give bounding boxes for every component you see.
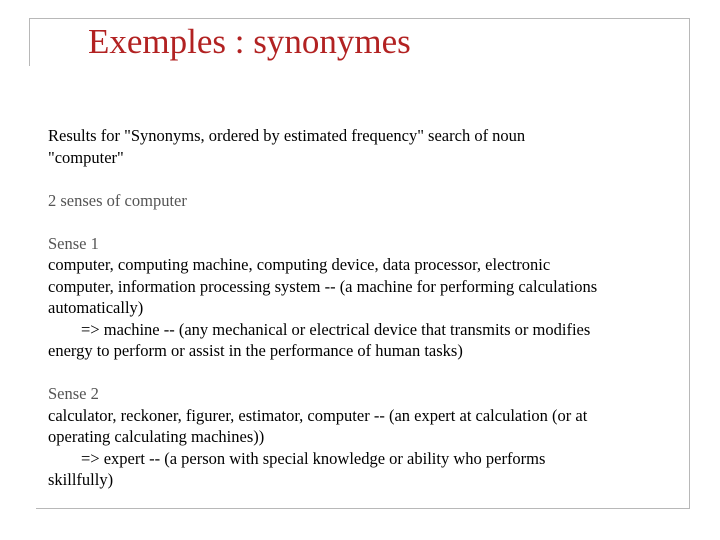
slide-title: Exemples : synonymes — [88, 22, 411, 61]
hypernym-line: => machine -- (any mechanical or electrical device that transmits or modifies — [81, 319, 591, 339]
sense-block — [48, 233, 668, 362]
slide-frame-top — [29, 18, 690, 19]
slide-frame-bottom — [36, 508, 690, 509]
synonym-line: calculator, reckoner, figurer, estimator, computer -- (an expert at calculation (or at — [48, 405, 588, 425]
hypernym-line: energy to perform or assist in the performance of human tasks) — [48, 341, 463, 360]
synonym-line: computer, information processing system -- (a machine for performing calculations — [48, 276, 598, 296]
sense-heading: Sense 2 — [48, 384, 99, 403]
sense-block — [48, 383, 668, 491]
slide-content — [48, 125, 668, 491]
hypernym-line: skillfully) — [48, 470, 114, 489]
synonym-line: automatically) — [48, 298, 144, 317]
senses-count: 2 senses of computer — [48, 190, 187, 210]
query-line: "computer" — [48, 147, 124, 167]
synonym-line: operating calculating machines)) — [48, 427, 265, 446]
query-line: Results for "Synonyms, ordered by estimated frequency" search of noun — [48, 126, 526, 145]
sense-heading: Sense 1 — [48, 233, 99, 253]
synonym-line: computer, computing machine, computing device, data processor, electronic — [48, 255, 551, 274]
hypernym-line: => expert -- (a person with special knowledge or ability who performs — [81, 448, 546, 468]
slide-frame-right — [689, 18, 690, 508]
slide-frame-left — [29, 18, 30, 66]
